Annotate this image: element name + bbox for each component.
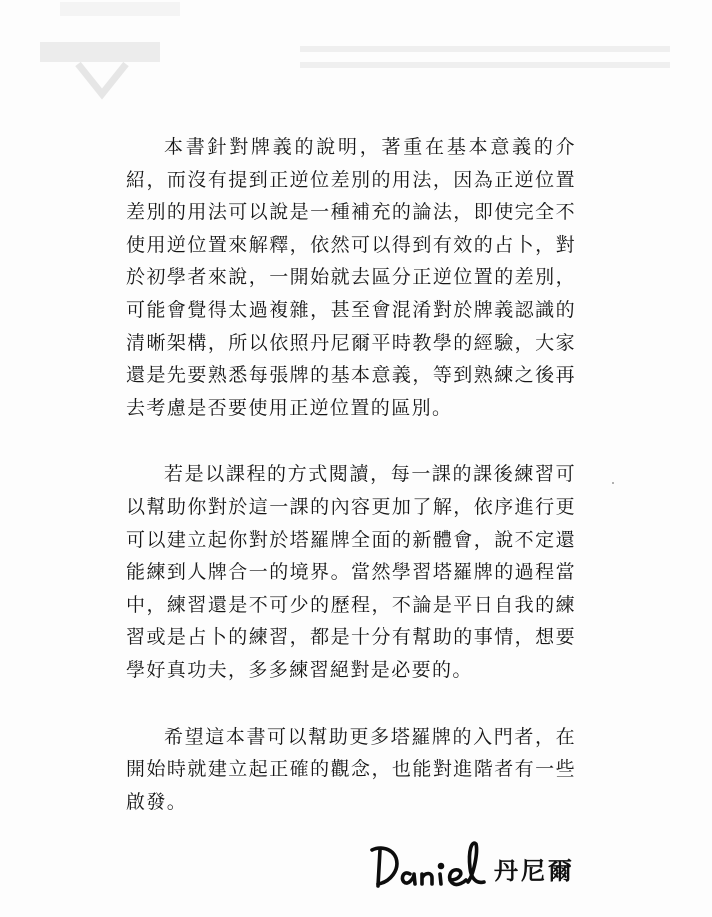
bleed-through-mark — [40, 40, 160, 100]
paragraph-1: 本書針對牌義的說明，著重在基本意義的介紹，而沒有提到正逆位差別的用法，因為正逆位置差別的用法可以說是一種補充的論法，即使完全不使用逆位置來解釋，依然可以得到有效的占卜，對於初學者來說，一開始就去區分正逆位置的差別，可能會覺得太過複雜，甚至會混淆對於牌義認識的清晰架構，所以依照丹尼爾平時教學的經驗，大家還是先要熟悉每張牌的基本意義，等到熟練之後再去考慮是否要使用正逆位置的區別。 — [126, 136, 576, 419]
signature-name: 丹尼爾 — [494, 857, 575, 885]
bleed-through-mark — [60, 0, 180, 22]
signature — [368, 838, 575, 896]
paragraph-3: 希望這本書可以幫助更多塔羅牌的入門者，在開始時就建立起正確的觀念，也能對進階者有一些啟發。 — [126, 725, 576, 813]
body-text — [126, 131, 576, 818]
paper-speck — [612, 482, 614, 484]
paragraph-2: 若是以課程的方式閱讀，每一課的課後練習可以幫助你對於這一課的內容更加了解，依序進行更可以建立起你對於塔羅牌全面的新體會，說不定還能練到人牌合一的境界。當然學習塔羅牌的過程當中，練習還是不可少的歷程，不論是平日自我的練習或是占卜的練習，都是十分有幫助的事情，想要學好真功夫，多多練習絕對是必要的。 — [126, 463, 576, 681]
handwritten-signature — [368, 838, 490, 896]
bleed-through-text — [300, 44, 670, 74]
